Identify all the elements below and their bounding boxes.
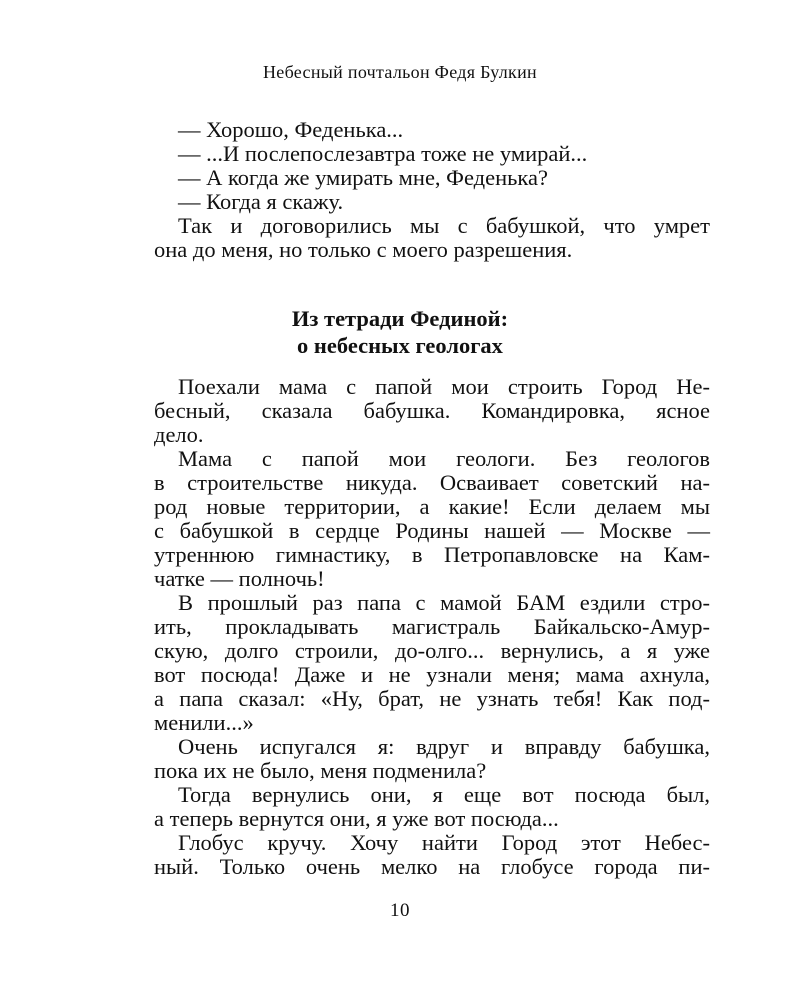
paragraph-line: Так и договорились мы с бабушкой, что умрет <box>178 213 710 238</box>
paragraph-line: а папа сказал: «Ну, брат, не узнать тебя! Как под- <box>154 686 710 711</box>
paragraph-line: Глобус кручу. Хочу найти Город этот Небес- <box>178 830 710 855</box>
paragraph-line: а теперь вернутся они, я уже вот посюда... <box>154 806 559 831</box>
paragraph-line: Тогда вернулись они, я еще вот посюда был, <box>178 782 710 807</box>
page-number: 10 <box>390 900 410 921</box>
running-head: Небесный почтальон Федя Булкин <box>263 62 537 82</box>
paragraph-line: она до меня, но только с моего разрешения. <box>154 237 573 262</box>
section-heading <box>0 305 800 359</box>
section-heading-line-1: Из тетради Фединой: <box>291 306 509 331</box>
paragraph-line: род новые территории, а какие! Если делаем мы <box>154 494 710 519</box>
paragraph-line: чатке — полночь! <box>154 566 325 591</box>
paragraph-line: дело. <box>154 422 204 447</box>
paragraph-line: в строительстве никуда. Осваивает советский на- <box>154 470 710 495</box>
paragraph-line: менили...» <box>154 710 254 735</box>
paragraph-line: бесный, сказала бабушка. Командировка, ясное <box>154 398 710 423</box>
intro-text <box>154 117 710 262</box>
section-heading-line-2: о небесных геологах <box>297 333 503 358</box>
paragraph-line: скую, долго строили, до-олго... вернулись, а я уже <box>154 638 710 663</box>
dialogue-line: — Хорошо, Феденька... <box>178 117 404 142</box>
paragraph-line: Мама с папой мои геологи. Без геологов <box>178 446 710 471</box>
dialogue-line: — Когда я скажу. <box>178 189 344 214</box>
dialogue-line: — А когда же умирать мне, Феденька? <box>178 165 548 190</box>
paragraph-line: Очень испугался я: вдруг и вправду бабушка, <box>178 734 710 759</box>
paragraph-line: пока их не было, меня подменила? <box>154 758 487 783</box>
paragraph-line: утреннюю гимнастику, в Петропавловске на Кам- <box>154 542 710 567</box>
paragraph-line: вот посюда! Даже и не узнали меня; мама ахнула, <box>154 662 710 687</box>
paragraph-line: В прошлый раз папа с мамой БАМ ездили стро- <box>178 590 710 615</box>
paragraph-line: ить, прокладывать магистраль Байкальско-Амур- <box>154 614 710 639</box>
paragraph-line: ный. Только очень мелко на глобусе города пи- <box>154 854 710 879</box>
body-text <box>154 375 710 879</box>
paragraph-line: Поехали мама с папой мои строить Город Не- <box>178 374 710 399</box>
paragraph-line: с бабушкой в сердце Родины нашей — Москве — <box>154 518 710 543</box>
dialogue-line: — ...И послепослезавтра тоже не умирай... <box>178 141 588 166</box>
